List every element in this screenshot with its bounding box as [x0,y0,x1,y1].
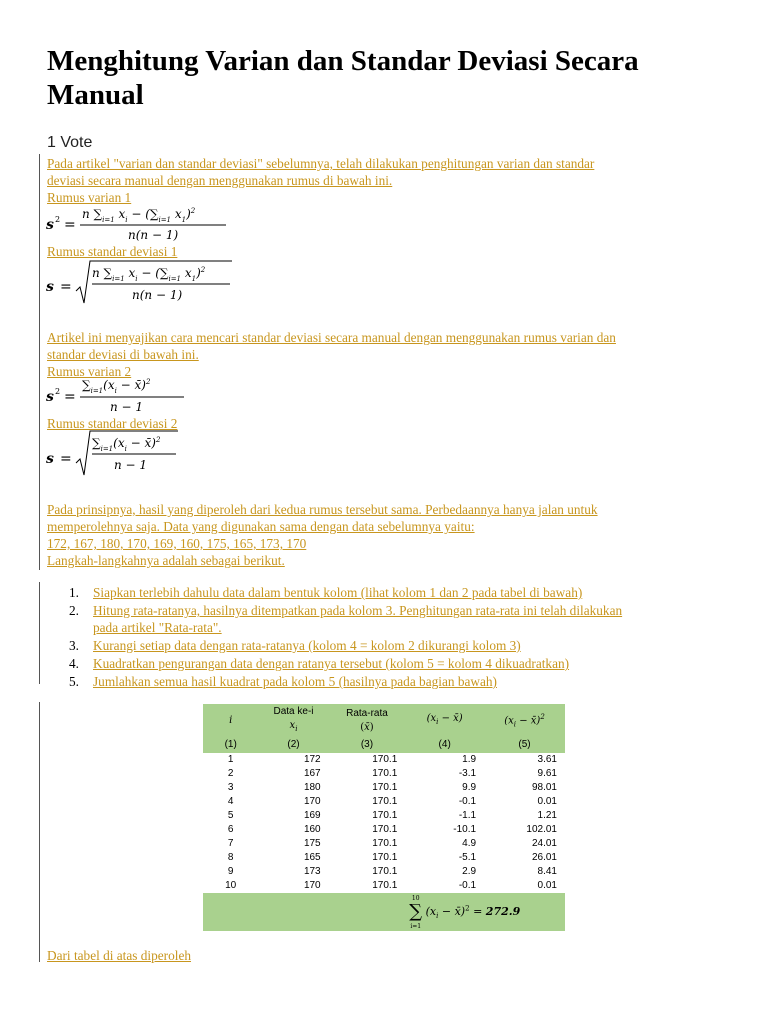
step-number: 2. [69,603,79,618]
table-cell: -0.1 [405,879,484,893]
para3-line-2[interactable]: memperolehnya saja. Data yang digunakan sama dengan data sebelumnya yaitu: [47,519,475,534]
formula-varian-1 [46,203,246,243]
table-cell: 10 [203,879,258,893]
svg-text:n − 1: n − 1 [110,400,144,414]
table-cell: 26.01 [484,851,565,865]
table-subheader-row [203,737,565,753]
sum-spacer [203,893,405,931]
subheader-cell: (4) [405,737,484,753]
para2-line-1[interactable]: Artikel ini menyajikan cara mencari standar deviasi secara manual dengan menggunakan rumus varian dan [47,330,616,345]
formula-varian-2 [46,375,206,415]
table-cell: 173 [258,865,328,879]
table-cell: 170.1 [329,865,406,879]
table-cell: -10.1 [405,823,484,837]
list-item [47,602,727,636]
footer-text[interactable]: Dari tabel di atas diperoleh [47,948,191,963]
table-cell: 8.41 [484,865,565,879]
table-cell: 170.1 [329,823,406,837]
svg-text:=: = [64,217,76,233]
svg-text:n ∑i=1 xi − (∑i=1 x1)2: n $\sum_{i=1}$ $x_i - (\sum_{i=1}$ $x_1)^2$ [82,207,196,224]
table-cell: 98.01 [484,781,565,795]
svg-text:s: s [46,451,54,467]
table-cell: 9.61 [484,767,565,781]
svg-text:∑i=1(xi − x̄)2: $\sum_{i=1}(x_i$ − x̄)$^2$ [82,378,151,395]
left-border-top [39,154,40,570]
table-cell: 160 [258,823,328,837]
table-cell: 180 [258,781,328,795]
list-item [47,584,727,601]
table-row [203,795,565,809]
table-cell: 102.01 [484,823,565,837]
table-cell: 8 [203,851,258,865]
left-border-table [39,702,40,962]
svg-text:n(n − 1): n(n − 1) [132,288,183,302]
label-varian-2[interactable]: Rumus varian 2 [47,364,132,379]
subheader-cell: (5) [484,737,565,753]
steps-list [47,584,727,691]
subheader-cell: (2) [258,737,328,753]
table-cell: 2 [203,767,258,781]
header-sq: ($x_i$ − x̄)$^2$ [484,704,565,737]
table-cell: 167 [258,767,328,781]
table-cell: 2.9 [405,865,484,879]
header-i: i [203,704,258,737]
table-cell: 175 [258,837,328,851]
table-row [203,865,565,879]
subheader-cell: (1) [203,737,258,753]
subheader-cell: (3) [329,737,406,753]
formula-sd-2 [46,429,206,479]
header-data: Data ke-i $x_i$ [258,704,328,737]
table-cell: 170.1 [329,795,406,809]
label-varian-1[interactable]: Rumus varian 1 [47,190,132,205]
para3-line-1[interactable]: Pada prinsipnya, hasil yang diperoleh dari kedua rumus tersebut sama. Perbedaannya hanya jalan untuk [47,502,598,517]
sum-value: 272.9 [485,905,521,918]
para2-line-2[interactable]: standar deviasi di bawah ini. [47,347,199,362]
svg-text:s: s [46,217,54,233]
data-values[interactable]: 172, 167, 180, 170, 169, 160, 175, 165, 173, 170 [47,536,307,551]
svg-text:n ∑i=1 xi − (∑i=1 x1)2: n $\sum_{i=1}$ $x_i - (\sum_{i=1}$ $x_1)^2$ [92,266,206,283]
step-number: 3. [69,638,79,653]
svg-text:=: = [64,389,76,405]
formula-sd-1 [46,259,246,309]
table-cell: 172 [258,753,328,767]
svg-text:∑i=1(xi − x̄)2: $\sum_{i=1}(x_i$ − x̄)$^2$ [92,436,161,453]
table-cell: 170.1 [329,879,406,893]
table-header-row [203,704,565,737]
step-number: 4. [69,656,79,671]
langkah-intro[interactable]: Langkah-langkahnya adalah sebagai berikut. [47,553,285,568]
page-title: Menghitung Varian dan Standar Deviasi Secara Manual [47,45,639,111]
table-cell: 3 [203,781,258,795]
table-cell: -0.1 [405,795,484,809]
svg-text:n − 1: n − 1 [114,458,148,472]
table-row [203,781,565,795]
table-cell: 170 [258,879,328,893]
table-row [203,837,565,851]
table-cell: 170.1 [329,851,406,865]
svg-text:=: = [60,279,72,295]
svg-text:s: s [46,279,54,295]
step-text[interactable]: Hitung rata-ratanya, hasilnya ditempatkan pada kolom 3. Penghitungan rata-rata ini telah dilakukan [93,603,623,618]
table-cell: 170.1 [329,809,406,823]
table-cell: 4.9 [405,837,484,851]
step-text[interactable]: Siapkan terlebih dahulu data dalam bentuk kolom (lihat kolom 1 dan 2 pada tabel di bawah) [93,585,583,600]
left-border-list [39,582,40,684]
table-cell: 170.1 [329,767,406,781]
table-cell: 165 [258,851,328,865]
label-sd-2[interactable]: Rumus standar deviasi 2 [47,416,178,431]
step-text[interactable]: Jumlahkan semua hasil kuadrat pada kolom 5 (hasilnya pada bagian bawah) [93,674,497,689]
table-sum-row [203,893,565,931]
step-number: 1. [69,585,79,600]
table-cell: -5.1 [405,851,484,865]
data-table [203,704,565,931]
table-cell: 9.9 [405,781,484,795]
table-row [203,753,565,767]
table-cell: -3.1 [405,767,484,781]
table-cell: 24.01 [484,837,565,851]
table-row [203,767,565,781]
svg-text:n(n − 1): n(n − 1) [128,228,179,242]
list-item [47,637,727,654]
header-diff: ($x_i$ − x̄) [405,704,484,737]
table-cell: 0.01 [484,879,565,893]
vote-count[interactable]: 1 Vote [47,134,93,151]
table-cell: 5 [203,809,258,823]
table-cell: 0.01 [484,795,565,809]
header-rata: Rata-rata (x̄) [329,704,406,737]
list-item [47,655,727,672]
svg-text:s: s [46,389,54,405]
table-cell: 1 [203,753,258,767]
table-cell: 1.9 [405,753,484,767]
table-row [203,809,565,823]
intro-line-1[interactable]: Pada artikel "varian dan standar deviasi" sebelumnya, telah dilakukan penghitungan varian dan standar [47,156,595,171]
svg-text:2: 2 [55,387,61,396]
table-cell: 7 [203,837,258,851]
table-cell: 3.61 [484,753,565,767]
step-text[interactable]: Kuadratkan pengurangan data dengan ratanya tersebut (kolom 5 = kolom 4 dikuadratkan) [93,656,570,671]
table-cell: 9 [203,865,258,879]
table-cell: 170.1 [329,837,406,851]
table-row [203,879,565,893]
table-cell: 170.1 [329,753,406,767]
intro-line-2[interactable]: deviasi secara manual dengan menggunakan rumus di bawah ini. [47,173,393,188]
sum-cell: 10 ∑ i=1 ($x_i$ − x̄)$^2$ = 272.9 [405,893,565,931]
table-cell: 170 [258,795,328,809]
svg-text:=: = [60,451,72,467]
table-cell: 1.21 [484,809,565,823]
table-cell: 4 [203,795,258,809]
svg-text:2: 2 [55,215,61,224]
table-row [203,851,565,865]
step-text-continued[interactable]: pada artikel "Rata-rata". [93,620,222,635]
table-cell: -1.1 [405,809,484,823]
table-cell: 170.1 [329,781,406,795]
step-text[interactable]: Kurangi setiap data dengan rata-ratanya (kolom 4 = kolom 2 dikurangi kolom 3) [93,638,521,653]
label-sd-1[interactable]: Rumus standar deviasi 1 [47,244,178,259]
list-item [47,673,727,690]
step-number: 5. [69,674,79,689]
table-row [203,823,565,837]
table-cell: 169 [258,809,328,823]
table-cell: 6 [203,823,258,837]
